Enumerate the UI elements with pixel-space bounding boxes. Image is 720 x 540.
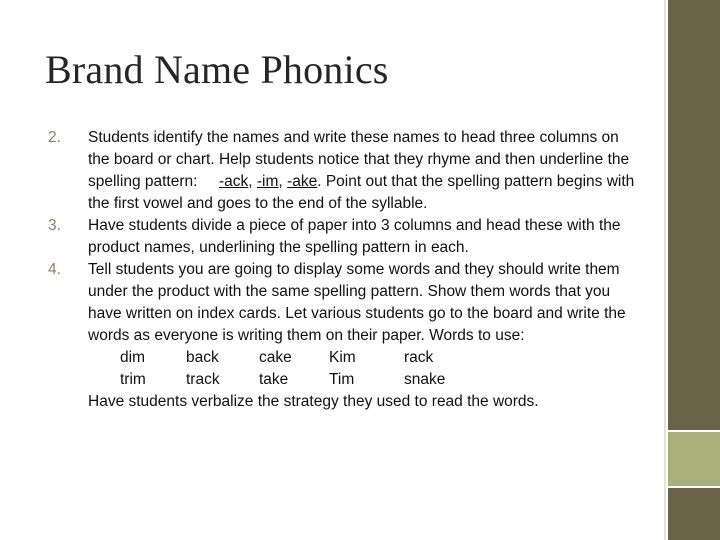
word: cake [259,349,292,366]
word: dim [120,349,145,366]
decorative-sidebar [668,0,720,540]
item-text: Students identify the names and write these names to head three columns on the board or chart. Help students notice that they rhyme and then underline the spelling pattern: [88,129,634,190]
pattern-ack: -ack [218,173,249,190]
closing-line: Have students verbalize the strategy they used to read the words. [88,393,539,410]
word: rack [404,349,434,366]
list-item-3 [48,215,643,259]
word: Tim [329,371,355,388]
word: trim [120,371,146,388]
separator: , [248,173,257,190]
sidebar-block-bottom [668,488,720,540]
sidebar-block-accent [668,432,720,486]
word: track [186,371,220,388]
word: back [186,349,219,366]
pattern-im: -im [256,173,279,190]
list-item-2 [48,127,643,215]
item-text: Have students divide a piece of paper into 3 columns and head these with the product names, underlining the spelling pattern in each. [88,217,621,256]
separator: , [278,173,288,190]
slide-title: Brand Name Phonics [45,47,389,92]
word-row-2 [88,369,643,391]
word: Kim [329,349,356,366]
item-number: 4. [48,261,61,278]
list-item-4 [48,259,643,413]
pattern-ake: -ake [287,173,318,190]
word: snake [404,371,446,388]
word-row-1 [88,347,643,369]
word: take [259,371,289,388]
item-number: 2. [48,129,61,146]
item-text: Tell students you are going to display some words and they should write them under the product with the same spelling pattern. Show them words that you have written on index cards. Let various students go to the board and write the words as everyone is writing them on their paper. Words to use: [88,261,626,344]
item-text-continued: . Point out that the spelling pattern begins with the first vowel and goes to the end of the syllable. [88,173,635,212]
sidebar-divider [664,0,666,540]
sidebar-block-top [668,0,720,430]
item-number: 3. [48,217,61,234]
content-list [48,127,643,413]
